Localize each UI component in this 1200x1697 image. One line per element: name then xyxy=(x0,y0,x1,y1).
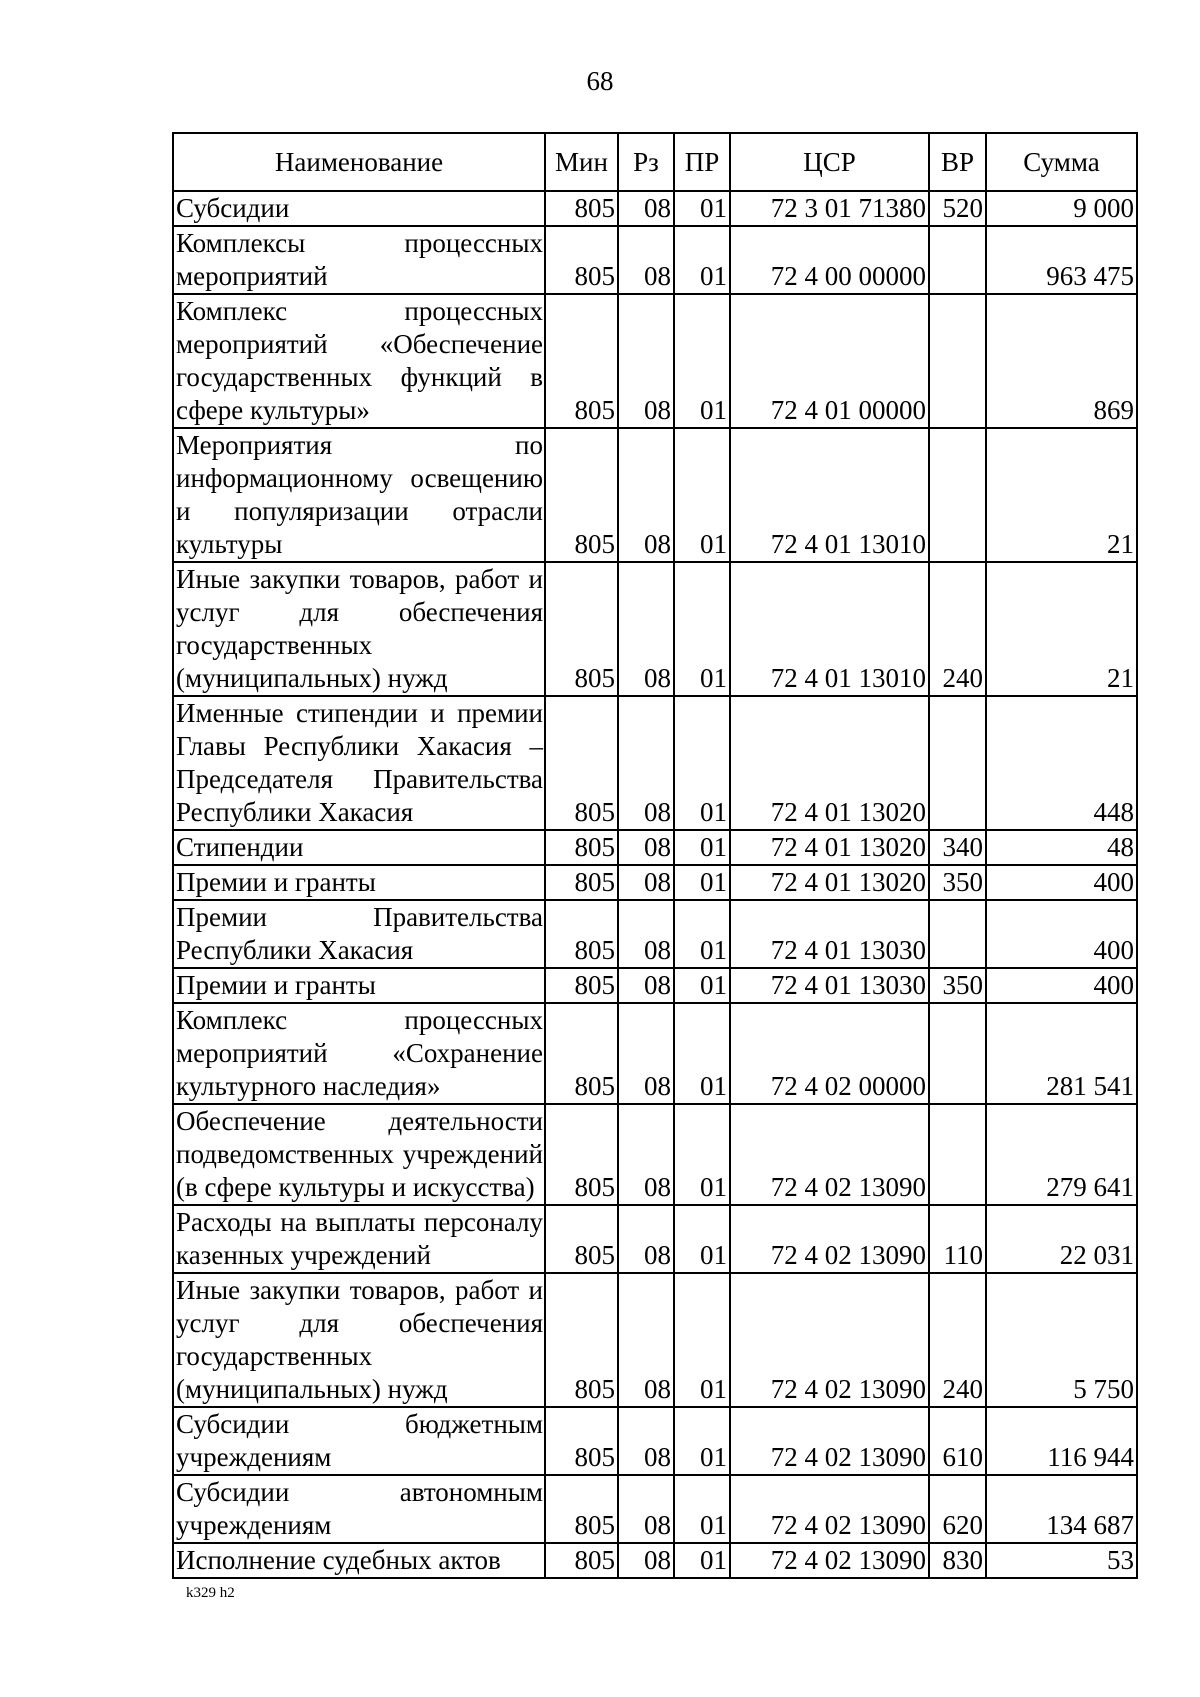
cell-sum: 400 xyxy=(986,900,1137,968)
cell-rz: 08 xyxy=(618,1205,674,1273)
cell-rz: 08 xyxy=(618,1407,674,1475)
cell-sum: 963 475 xyxy=(986,226,1137,294)
cell-min: 805 xyxy=(545,900,618,968)
cell-csr: 72 4 02 13090 xyxy=(730,1407,929,1475)
cell-sum: 400 xyxy=(986,968,1137,1003)
cell-name: Мероприятия по информационному освещению и популяризации отрасли культуры xyxy=(173,428,545,562)
cell-name: Именные стипендии и премии Главы Республики Хакасия – Председателя Правительства Республики Хакасия xyxy=(173,696,545,830)
cell-rz: 08 xyxy=(618,1475,674,1543)
table-row xyxy=(173,968,1137,1003)
cell-name: Премии и гранты xyxy=(173,968,545,1003)
cell-rz: 08 xyxy=(618,226,674,294)
header-sum: Сумма xyxy=(986,133,1137,191)
table-row xyxy=(173,1273,1137,1407)
cell-pr: 01 xyxy=(674,968,730,1003)
cell-rz: 08 xyxy=(618,1104,674,1205)
cell-min: 805 xyxy=(545,294,618,428)
cell-name: Обеспечение деятельности подведомственных учреждений (в сфере культуры и искусства) xyxy=(173,1104,545,1205)
cell-rz: 08 xyxy=(618,1543,674,1578)
table-row xyxy=(173,294,1137,428)
cell-min: 805 xyxy=(545,1407,618,1475)
cell-name: Субсидии бюджетным учреждениям xyxy=(173,1407,545,1475)
cell-min: 805 xyxy=(545,1273,618,1407)
cell-name: Иные закупки товаров, работ и услуг для обеспечения государственных (муниципальных) нужд xyxy=(173,1273,545,1407)
cell-rz: 08 xyxy=(618,830,674,865)
cell-min: 805 xyxy=(545,1205,618,1273)
cell-vr: 340 xyxy=(929,830,986,865)
cell-name: Субсидии xyxy=(173,191,545,226)
header-min: Мин xyxy=(545,133,618,191)
cell-min: 805 xyxy=(545,1003,618,1104)
cell-pr: 01 xyxy=(674,865,730,900)
cell-vr: 610 xyxy=(929,1407,986,1475)
table-row xyxy=(173,226,1137,294)
cell-name: Премии и гранты xyxy=(173,865,545,900)
table-row xyxy=(173,1475,1137,1543)
cell-csr: 72 4 02 13090 xyxy=(730,1104,929,1205)
table-row xyxy=(173,865,1137,900)
cell-name: Комплексы процессных мероприятий xyxy=(173,226,545,294)
cell-sum: 400 xyxy=(986,865,1137,900)
cell-csr: 72 4 02 13090 xyxy=(730,1475,929,1543)
cell-name: Стипендии xyxy=(173,830,545,865)
table-header-row xyxy=(173,133,1137,191)
table-body xyxy=(173,191,1137,1578)
budget-table xyxy=(172,132,1138,1579)
cell-rz: 08 xyxy=(618,562,674,696)
cell-min: 805 xyxy=(545,1104,618,1205)
cell-rz: 08 xyxy=(618,294,674,428)
cell-pr: 01 xyxy=(674,900,730,968)
cell-min: 805 xyxy=(545,428,618,562)
cell-csr: 72 4 01 13020 xyxy=(730,696,929,830)
header-vr: ВР xyxy=(929,133,986,191)
cell-vr xyxy=(929,1003,986,1104)
cell-min: 805 xyxy=(545,830,618,865)
cell-vr: 240 xyxy=(929,1273,986,1407)
table-row xyxy=(173,1003,1137,1104)
cell-name: Расходы на выплаты персоналу казенных учреждений xyxy=(173,1205,545,1273)
cell-csr: 72 3 01 71380 xyxy=(730,191,929,226)
cell-name: Исполнение судебных актов xyxy=(173,1543,545,1578)
cell-csr: 72 4 01 13010 xyxy=(730,428,929,562)
cell-pr: 01 xyxy=(674,1543,730,1578)
cell-vr xyxy=(929,294,986,428)
cell-sum: 9 000 xyxy=(986,191,1137,226)
cell-pr: 01 xyxy=(674,1273,730,1407)
cell-csr: 72 4 01 13030 xyxy=(730,968,929,1003)
header-rz: Рз xyxy=(618,133,674,191)
cell-pr: 01 xyxy=(674,562,730,696)
cell-rz: 08 xyxy=(618,1003,674,1104)
document-code: k329 h2 xyxy=(186,1585,235,1601)
cell-sum: 53 xyxy=(986,1543,1137,1578)
table-row xyxy=(173,1205,1137,1273)
cell-csr: 72 4 00 00000 xyxy=(730,226,929,294)
cell-name: Комплекс процессных мероприятий «Обеспечение государственных функций в сфере культуры» xyxy=(173,294,545,428)
cell-vr xyxy=(929,226,986,294)
cell-csr: 72 4 02 13090 xyxy=(730,1205,929,1273)
cell-rz: 08 xyxy=(618,968,674,1003)
cell-vr: 240 xyxy=(929,562,986,696)
cell-csr: 72 4 01 13020 xyxy=(730,865,929,900)
table-row xyxy=(173,696,1137,830)
cell-pr: 01 xyxy=(674,191,730,226)
cell-min: 805 xyxy=(545,562,618,696)
cell-sum: 281 541 xyxy=(986,1003,1137,1104)
table-row xyxy=(173,830,1137,865)
table-row xyxy=(173,428,1137,562)
cell-sum: 279 641 xyxy=(986,1104,1137,1205)
cell-vr xyxy=(929,900,986,968)
cell-pr: 01 xyxy=(674,226,730,294)
cell-vr: 620 xyxy=(929,1475,986,1543)
cell-vr xyxy=(929,696,986,830)
cell-pr: 01 xyxy=(674,428,730,562)
cell-name: Комплекс процессных мероприятий «Сохранение культурного наследия» xyxy=(173,1003,545,1104)
cell-rz: 08 xyxy=(618,865,674,900)
cell-sum: 21 xyxy=(986,562,1137,696)
cell-sum: 22 031 xyxy=(986,1205,1137,1273)
header-csr: ЦСР xyxy=(730,133,929,191)
cell-sum: 21 xyxy=(986,428,1137,562)
cell-rz: 08 xyxy=(618,191,674,226)
table-row xyxy=(173,1407,1137,1475)
cell-sum: 5 750 xyxy=(986,1273,1137,1407)
cell-vr: 520 xyxy=(929,191,986,226)
cell-pr: 01 xyxy=(674,1407,730,1475)
cell-vr: 830 xyxy=(929,1543,986,1578)
table-row xyxy=(173,191,1137,226)
cell-pr: 01 xyxy=(674,696,730,830)
cell-min: 805 xyxy=(545,226,618,294)
cell-name: Субсидии автономным учреждениям xyxy=(173,1475,545,1543)
table-row xyxy=(173,1104,1137,1205)
cell-min: 805 xyxy=(545,1543,618,1578)
cell-rz: 08 xyxy=(618,696,674,830)
cell-csr: 72 4 02 13090 xyxy=(730,1273,929,1407)
cell-csr: 72 4 01 13020 xyxy=(730,830,929,865)
cell-vr: 110 xyxy=(929,1205,986,1273)
cell-vr: 350 xyxy=(929,865,986,900)
header-name: Наименование xyxy=(173,133,545,191)
cell-sum: 48 xyxy=(986,830,1137,865)
cell-pr: 01 xyxy=(674,830,730,865)
cell-pr: 01 xyxy=(674,294,730,428)
cell-min: 805 xyxy=(545,696,618,830)
cell-vr xyxy=(929,428,986,562)
table-row xyxy=(173,562,1137,696)
cell-vr xyxy=(929,1104,986,1205)
cell-csr: 72 4 02 13090 xyxy=(730,1543,929,1578)
cell-sum: 116 944 xyxy=(986,1407,1137,1475)
cell-rz: 08 xyxy=(618,900,674,968)
table-row xyxy=(173,900,1137,968)
header-pr: ПР xyxy=(674,133,730,191)
cell-name: Иные закупки товаров, работ и услуг для обеспечения государственных (муниципальных) нужд xyxy=(173,562,545,696)
cell-min: 805 xyxy=(545,1475,618,1543)
cell-vr: 350 xyxy=(929,968,986,1003)
cell-csr: 72 4 01 00000 xyxy=(730,294,929,428)
cell-min: 805 xyxy=(545,191,618,226)
table-row xyxy=(173,1543,1137,1578)
cell-pr: 01 xyxy=(674,1475,730,1543)
cell-sum: 869 xyxy=(986,294,1137,428)
cell-min: 805 xyxy=(545,865,618,900)
cell-csr: 72 4 01 13030 xyxy=(730,900,929,968)
cell-pr: 01 xyxy=(674,1104,730,1205)
cell-rz: 08 xyxy=(618,1273,674,1407)
cell-rz: 08 xyxy=(618,428,674,562)
cell-pr: 01 xyxy=(674,1003,730,1104)
cell-min: 805 xyxy=(545,968,618,1003)
cell-pr: 01 xyxy=(674,1205,730,1273)
cell-sum: 448 xyxy=(986,696,1137,830)
cell-csr: 72 4 02 00000 xyxy=(730,1003,929,1104)
cell-sum: 134 687 xyxy=(986,1475,1137,1543)
cell-csr: 72 4 01 13010 xyxy=(730,562,929,696)
cell-name: Премии Правительства Республики Хакасия xyxy=(173,900,545,968)
page-number: 68 xyxy=(586,66,614,96)
